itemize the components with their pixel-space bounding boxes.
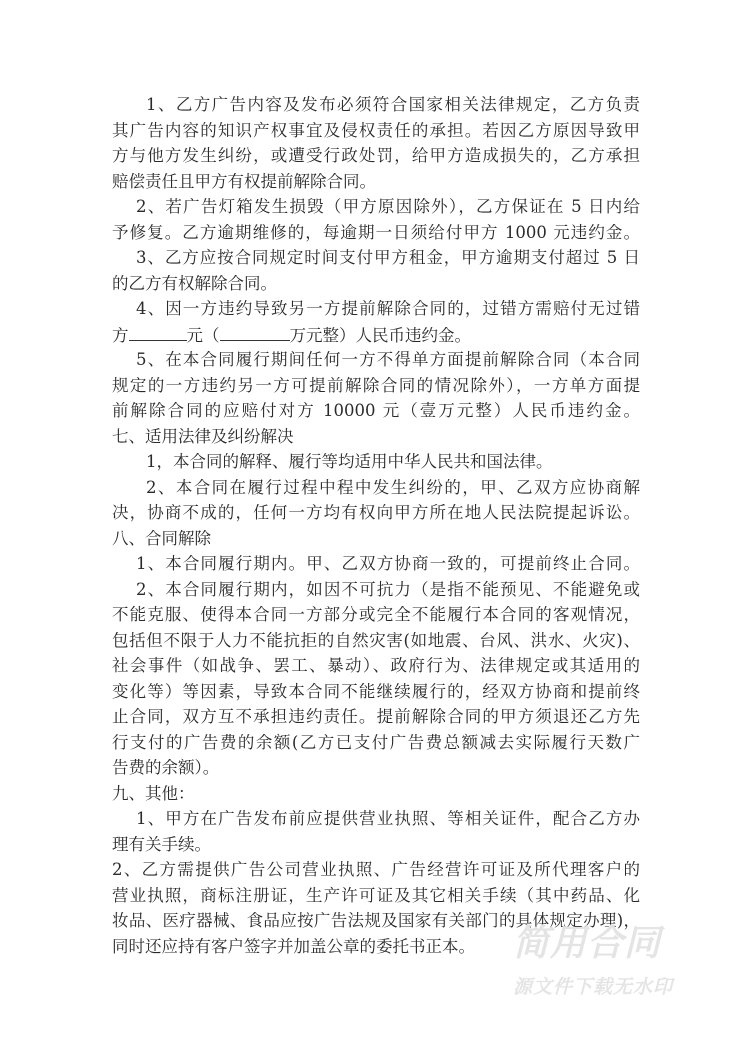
line-text: 社会事件（如战争、罢工、暴动）、政府行为、法律规定或其适用的 [112,656,640,675]
text-line [112,245,640,271]
text-line [112,424,640,450]
line-text: 决，协商不成的，任何一方均有权向甲方所在地人民法院提起诉讼。 [112,503,640,522]
line-text: 方与他方发生纠纷，或遭受行政处罚，给甲方造成损失的，乙方承担 [112,146,640,165]
text-line [112,730,640,756]
line-text: 营业执照，商标注册证，生产许可证及其它相关手续（其中药品、化 [112,885,640,905]
text-line [112,781,640,807]
line-text: 行支付的广告费的余额(乙方已支付广告费总额减去实际履行天数广 [112,732,640,752]
text-line [112,806,640,832]
text-line [112,755,640,781]
text-line [112,475,640,501]
line-text: 其广告内容的知识产权事宜及侵权责任的承担。若因乙方原因导致甲 [112,120,640,140]
document-body [112,92,640,959]
text-line [112,602,640,628]
text-line [112,322,640,348]
text-line [112,373,640,399]
line-text: 的乙方有权解除合同。 [112,273,277,293]
text-line [112,577,640,603]
line-text: 八、合同解除 [112,528,211,548]
text-line [112,832,640,858]
line-text: 4、因一方违约导致另一方提前解除合同的，过错方需赔付无过错 [136,299,640,318]
line-text: 赔偿责任且甲方有权提前解除合同。 [112,171,376,191]
text-line [112,704,640,730]
line-text: 1、本合同履行期内。甲、乙双方协商一致的，可提前终止合同。 [136,554,640,573]
watermark-brand: 简用合同 [513,923,662,964]
line-text: 不能克服、使得本合同一方部分或完全不能履行本合同的客观情况， [112,605,640,624]
text-line [112,220,640,246]
line-text: 予修复。乙方逾期维修的，每逾期一日须给付甲方 1000 元违约金。 [112,222,640,242]
line-text: 变化等）等因素，导致本合同不能继续履行的，经双方协商和提前终 [112,681,640,701]
line-text: 2、乙方需提供广告公司营业执照、广告经营许可证及所代理客户的 [112,860,640,879]
text-line [112,526,640,552]
text-line [112,92,640,118]
text-line [112,883,640,909]
fill-in-blank[interactable] [129,322,187,341]
line-text: 妆品、医疗器械、食品应按广告法规及国家有关部门的具体规定办理)， [112,911,640,930]
line-text: 1、甲方在广告发布前应提供营业执照、等相关证件，配合乙方办 [136,809,640,828]
line-text: 3、乙方应按合同规定时间支付甲方租金，甲方逾期支付超过 5 日 [136,248,640,267]
line-text: 理有关手续。 [112,834,211,854]
text-line [112,194,640,220]
line-text: 2、本合同在履行过程中程中发生纠纷的，甲、乙双方应协商解 [146,477,640,497]
line-text: 止合同，双方互不承担违约责任。提前解除合同的甲方须退还乙方先 [112,707,640,726]
line-text: 包括但不限于人力不能抗拒的自然灾害(如地震、台风、洪水、火灾)、 [112,630,640,650]
line-text: 5、在本合同履行期间任何一方不得单方面提前解除合同（本合同 [136,350,640,369]
line-text: 告费的余额）。 [112,758,220,777]
line-text: 前解除合同的应赔付对方 10000 元（壹万元整）人民币违约金。 [112,401,640,420]
line-text: 同时还应持有客户签字并加盖公章的委托书正本。 [112,936,475,956]
line-text: 2、本合同履行期内，如因不可抗力（是指不能预见、不能避免或 [136,579,640,599]
text-line [112,551,640,577]
text-line [112,500,640,526]
text-line [112,857,640,883]
text-line [112,653,640,679]
text-line [112,169,640,195]
line-text: 七、适用法律及纠纷解决 [112,426,294,446]
text-line [112,679,640,705]
watermark-slogan: 源文件下载无水印 [513,976,674,998]
text-line [112,628,640,654]
line-text: 1，本合同的解释、履行等均适用中华人民共和国法律。 [146,452,553,471]
text-line [112,118,640,144]
fill-in-blank[interactable] [220,322,290,341]
line-text: 万元整）人民币违约金。 [289,325,471,345]
line-text: 规定的一方违约另一方可提前解除合同的情况除外），一方单方面提 [112,375,640,395]
line-text: 九、其他： [112,783,195,803]
text-line [112,271,640,297]
text-line [112,347,640,373]
line-text: 方 [112,325,129,345]
text-line [112,296,640,322]
line-text: 1、乙方广告内容及发布必须符合国家相关法律规定，乙方负责 [146,95,640,114]
text-line [112,398,640,424]
text-line [112,143,640,169]
line-text: 元（ [186,325,220,345]
text-line [112,449,640,475]
line-text: 2、若广告灯箱发生损毁（甲方原因除外），乙方保证在 5 日内给 [136,197,640,216]
